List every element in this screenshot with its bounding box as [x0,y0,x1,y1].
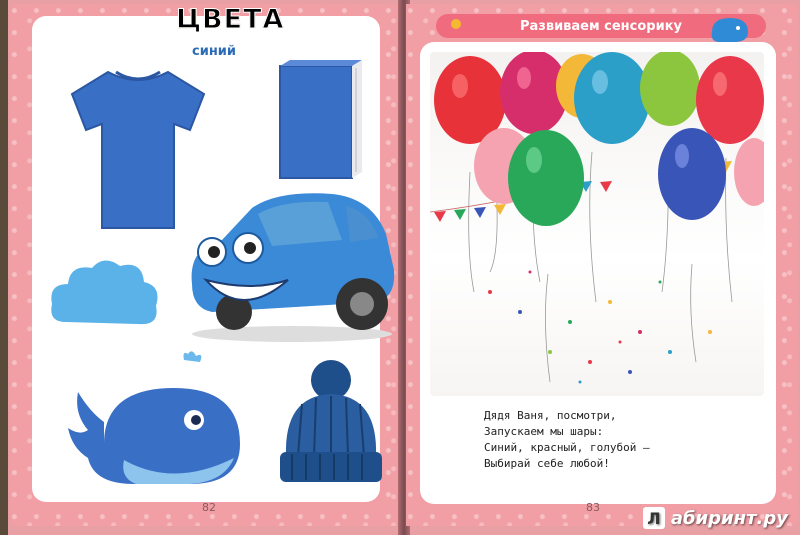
poem-line: Запускаем мы шары: [484,425,604,438]
section-banner: Развиваем сенсорику [436,14,766,38]
balloons-photo [430,52,764,396]
whale-small-icon [706,12,752,44]
sun-icon [446,14,466,34]
book-spread [8,0,800,535]
whale-icon [64,348,244,494]
poem-line: Выбирай себе любой! [484,457,610,470]
page-number: 82 [202,501,216,514]
watermark-badge: Л [643,507,665,529]
page-title [175,4,285,35]
left-page [10,4,400,526]
poem-line: Дядя Ваня, посмотри, [484,409,617,422]
toy-car-icon [182,184,400,346]
poem-line: Синий, красный, голубой — [484,441,650,454]
title-text: ЦВЕТА [176,4,285,35]
cloud-icon [46,252,164,334]
book-icon [276,58,366,182]
poem-text [484,408,650,472]
color-name-label: синий [192,44,237,59]
balloons-illustration [430,52,764,396]
watermark-text: абиринт.ру [670,507,788,529]
knit-hat-icon [272,360,390,486]
page-number: 83 [586,501,600,514]
watermark [643,507,788,529]
